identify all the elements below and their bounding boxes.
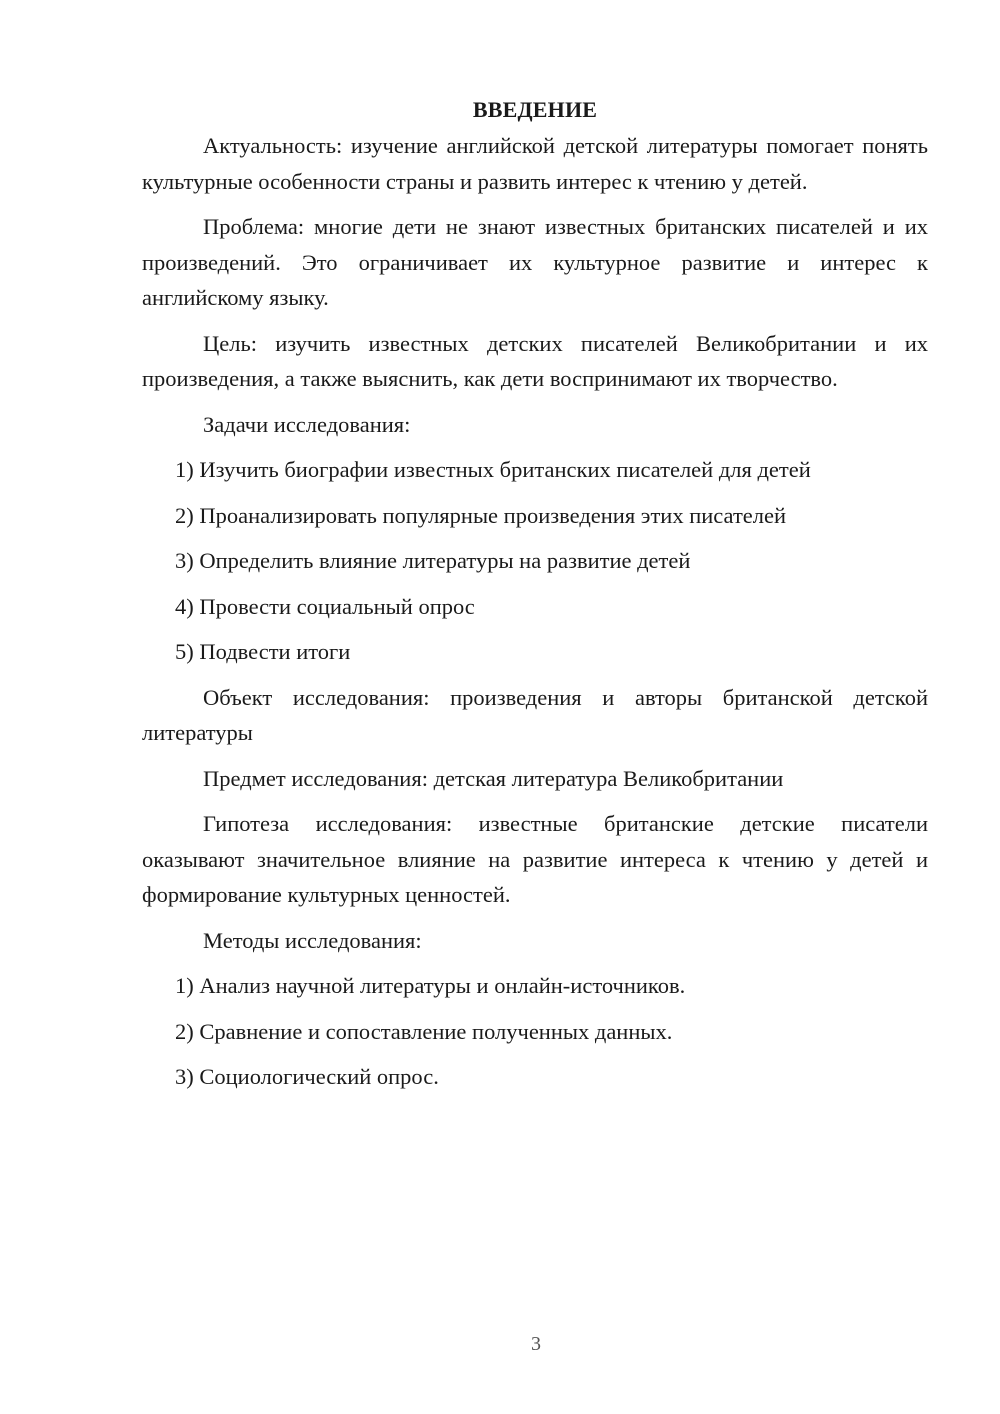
list-item: 5) Подвести итоги bbox=[175, 639, 351, 664]
hypothesis-paragraph: Гипотеза исследования: известные британские детские писатели оказывают значительное влияние на развитие интереса к чтению у детей и формирование культурных ценностей. bbox=[142, 811, 928, 907]
list-item: 4) Провести социальный опрос bbox=[175, 593, 475, 619]
goal-paragraph: Цель: изучить известных детских писателей Великобритании и их произведения, а также выяснить, как дети воспринимают их творчество. bbox=[142, 330, 928, 391]
list-item: 1) Анализ научной литературы и онлайн-источников. bbox=[175, 973, 686, 998]
list-item: 1) Изучить биографии известных британских писателей для детей bbox=[175, 457, 811, 482]
methods-heading: Методы исследования: bbox=[203, 927, 422, 953]
list-item: 2) Сравнение и сопоставление полученных данных. bbox=[175, 1018, 673, 1044]
page-number: 3 bbox=[531, 1333, 541, 1355]
relevance-paragraph: Актуальность: изучение английской детской литературы помогает понять культурные особенности страны и развить интерес к чтению у детей. bbox=[142, 133, 928, 194]
object-paragraph: Объект исследования: произведения и авторы британской детской литературы bbox=[142, 684, 928, 745]
methods-list bbox=[142, 968, 928, 1095]
problem-paragraph: Проблема: многие дети не знают известных британских писателей и их произведений. Это ограничивает их культурное развитие и интерес к английскому языку. bbox=[142, 214, 928, 310]
list-item: 2) Проанализировать популярные произведения этих писателей bbox=[175, 502, 787, 528]
tasks-heading: Задачи исследования: bbox=[203, 411, 411, 437]
subject-paragraph: Предмет исследования: детская литература Великобритании bbox=[203, 765, 784, 791]
list-item: 3) Социологический опрос. bbox=[175, 1064, 439, 1089]
document-page bbox=[142, 92, 928, 1105]
tasks-list bbox=[142, 452, 928, 670]
section-title: ВВЕДЕНИЕ bbox=[472, 97, 598, 122]
list-item: 3) Определить влияние литературы на развитие детей bbox=[175, 548, 691, 573]
